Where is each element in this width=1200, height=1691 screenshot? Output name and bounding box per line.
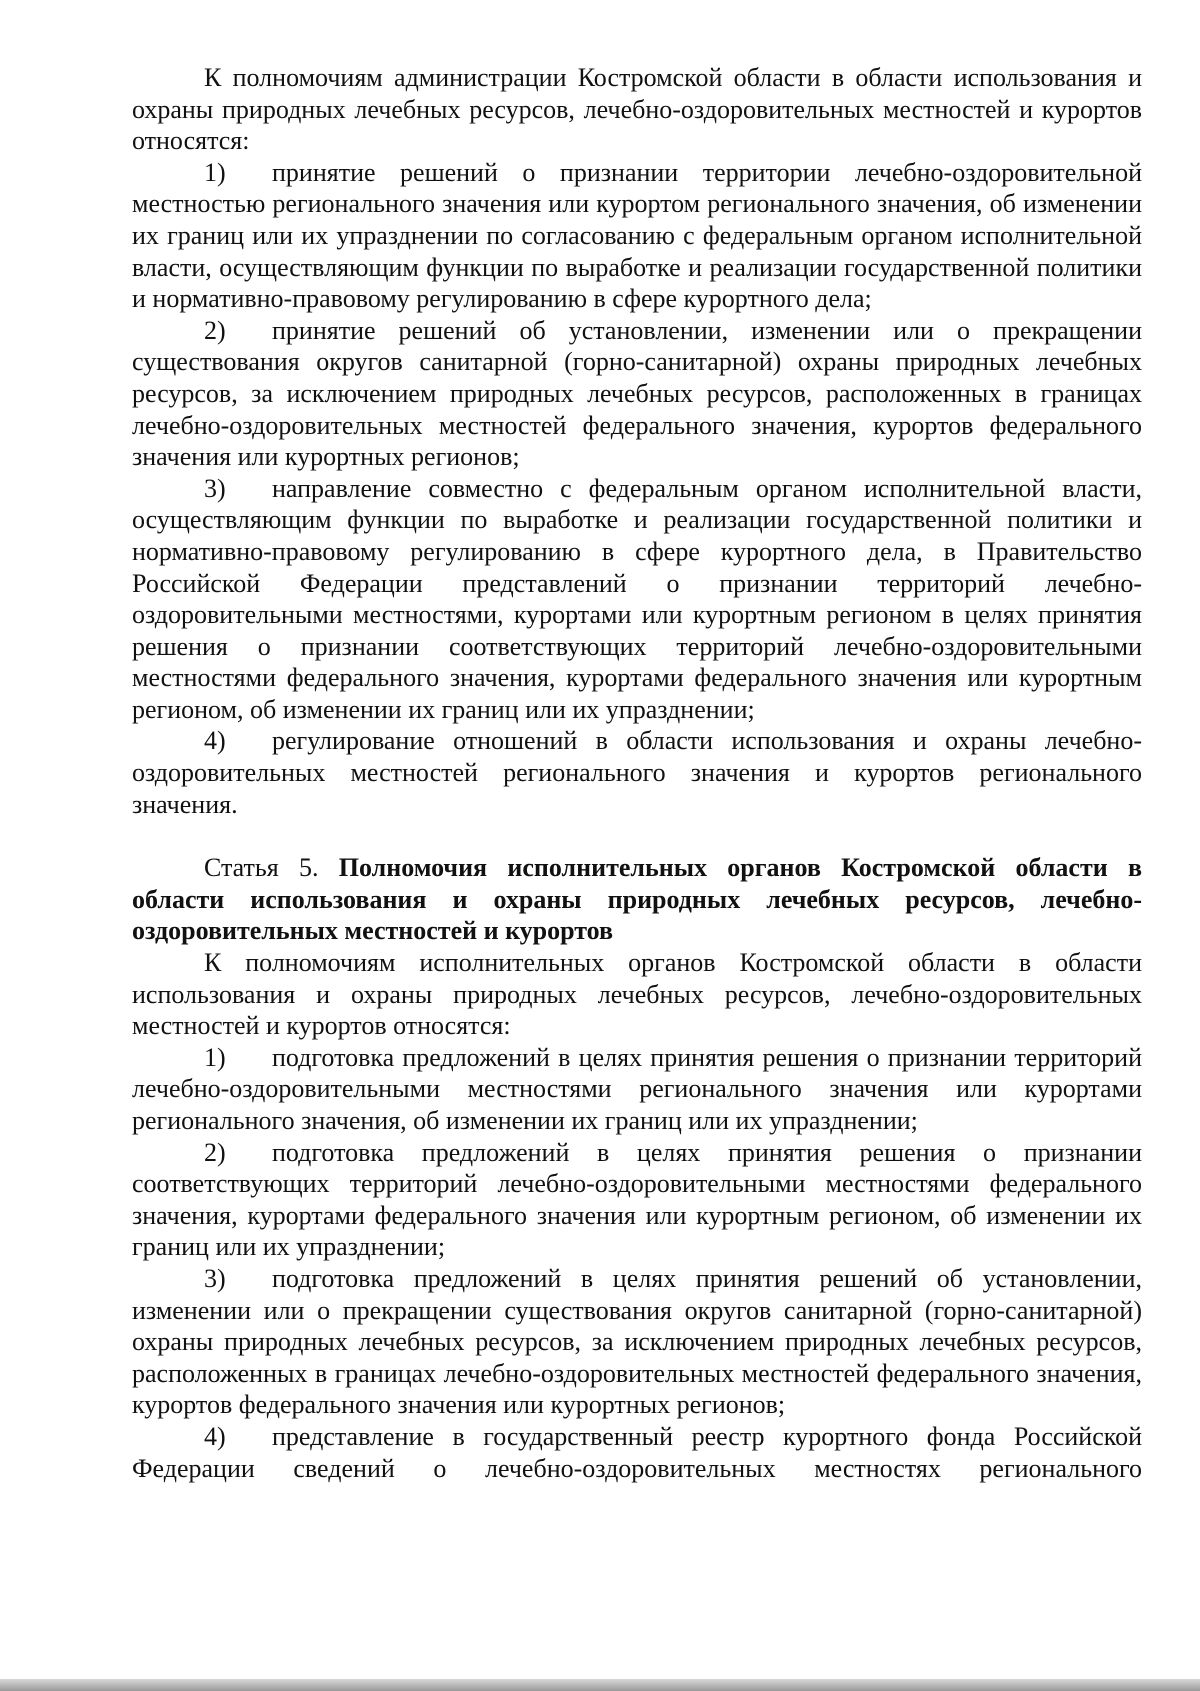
article-title: Полномочия исполнительных органов Костромской области в области использования и охраны природных лечебных ресурсов, лечебно-оздоровительных местностей и курортов <box>132 853 1142 946</box>
item-text: представление в государственный реестр курортного фонда Российской Федерации сведений о лечебно-оздоровительных местностях регионального <box>132 1421 1142 1483</box>
item-number: 3) <box>204 1263 226 1293</box>
item-text: подготовка предложений в целях принятия решения о признании соответствующих территорий лечебно-оздоровительными местностями федерального значения, курортами федерального значения или курортным регионом, об изменении их границ или их упразднении; <box>132 1137 1142 1262</box>
item-number: 4) <box>204 726 226 756</box>
item-number: 1) <box>204 157 226 187</box>
item-number: 2) <box>204 1137 226 1167</box>
item-number: 3) <box>204 473 226 503</box>
section2-item-4 <box>132 1421 1142 1484</box>
item-text: подготовка предложений в целях принятия решений об установлении, изменении или о прекращении существования округов санитарной (горно-санитарной) охраны природных лечебных ресурсов, за исключением природных лечебных ресурсов, расположенных в границах лечебно-оздоровительных местностей федерального значения, курортов федерального значения или курортных регионов; <box>132 1263 1142 1420</box>
section1-item-2 <box>132 315 1142 473</box>
item-number: 2) <box>204 315 226 345</box>
document-body <box>132 62 1142 1484</box>
item-text: принятие решений об установлении, изменении или о прекращении существования округов санитарной (горно-санитарной) охраны природных лечебных ресурсов, за исключением природных лечебных ресурсов, расположенных в границах лечебно-оздоровительных местностей федерального значения, курортов федерального значения или курортных регионов; <box>132 315 1142 472</box>
section2-item-1 <box>132 1042 1142 1137</box>
item-text: направление совместно с федеральным органом исполнительной власти, осуществляющим функции по выработке и реализации государственной политики и нормативно-правовому регулированию в сфере курортного дела, в Правительство Российской Федерации представлений о признании территорий лечебно-оздоровительными местностями, курортами или курортным регионом в целях принятия решения о признании соответствующих территорий лечебно-оздоровительными местностями федерального значения, курортами федерального значения или курортным регионом, об изменении их границ или их упразднении; <box>132 473 1142 724</box>
section1-item-4 <box>132 725 1142 820</box>
item-text: регулирование отношений в области использования и охраны лечебно-оздоровительных местностей регионального значения и курортов регионального значения. <box>132 726 1142 819</box>
item-text: принятие решений о признании территории лечебно-оздоровительной местностью регионального значения или курортом регионального значения, об изменении их границ или их упразднении по согласованию с федеральным органом исполнительной власти, осуществляющим функции по выработке и реализации государственной политики и нормативно-правовому регулированию в сфере курортного дела; <box>132 157 1142 314</box>
section2-intro: К полномочиям исполнительных органов Костромской области в области использования и охраны природных лечебных ресурсов, лечебно-оздоровительных местностей и курортов относятся: <box>132 948 1142 1041</box>
section1-item-1 <box>132 157 1142 315</box>
section1-item-3 <box>132 473 1142 726</box>
item-number: 4) <box>204 1421 226 1451</box>
section2-item-3 <box>132 1263 1142 1421</box>
article-heading <box>132 852 1142 947</box>
item-text: подготовка предложений в целях принятия решения о признании территорий лечебно-оздоровительными местностями регионального значения или курортами регионального значения, об изменении их границ или их упразднении; <box>132 1042 1142 1135</box>
section1-intro: К полномочиям администрации Костромской области в области использования и охраны природных лечебных ресурсов, лечебно-оздоровительных местностей и курортов относятся: <box>132 63 1142 156</box>
item-number: 1) <box>204 1042 226 1072</box>
section2-item-2 <box>132 1137 1142 1263</box>
article-label: Статья 5. <box>204 853 319 883</box>
